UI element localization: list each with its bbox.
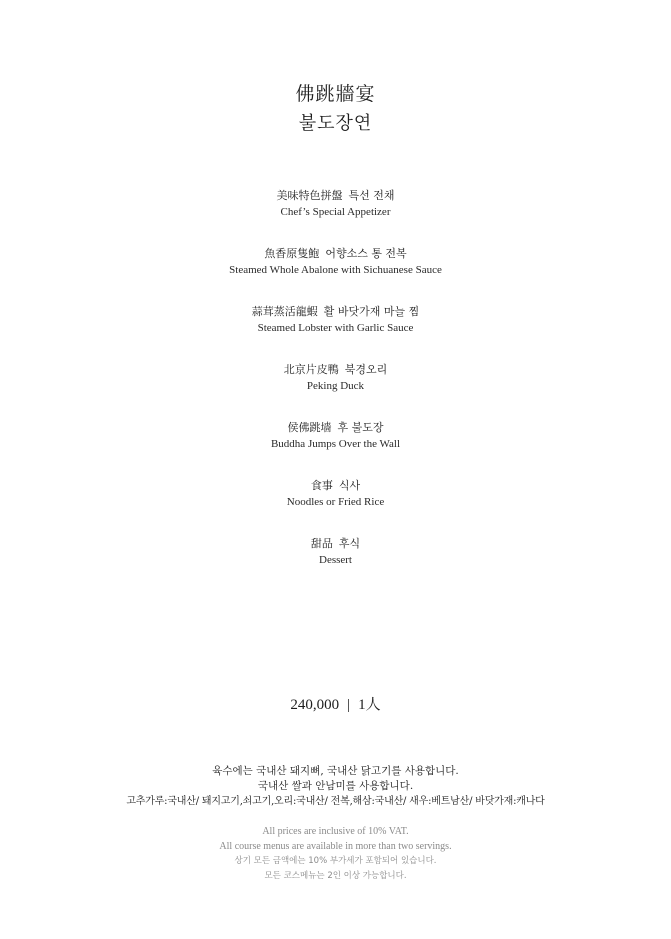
- course-item: [0, 420, 671, 478]
- vat-note-korean: 상기 모든 금액에는 10% 부가세가 포함되어 있습니다.: [234, 856, 437, 866]
- course-name-line: [0, 362, 671, 377]
- course-item: [0, 188, 671, 246]
- price-separator: |: [347, 697, 351, 713]
- course-name-line: [0, 246, 671, 261]
- price-amount: 240,000: [290, 697, 340, 713]
- course-name-korean: 후 불도장: [337, 421, 384, 434]
- course-name-chinese: 蒜茸蒸活龍蝦: [251, 305, 318, 318]
- footnotes: [0, 825, 671, 883]
- course-name-english: Steamed Lobster with Garlic Sauce: [257, 322, 414, 334]
- course-name-korean: 북경오리: [344, 363, 388, 376]
- menu-title-korean: 불도장연: [298, 113, 373, 134]
- menu-title-chinese: 佛跳牆宴: [295, 83, 376, 105]
- menu-title-block: [0, 82, 671, 136]
- course-name-korean: 식사: [338, 479, 361, 492]
- course-item: [0, 536, 671, 594]
- servings-note-korean: 모든 코스메뉴는 2인 이상 가능합니다.: [264, 870, 407, 881]
- servings-note-english: All course menus are available in more than two servings.: [219, 840, 452, 852]
- origin-line-broth: 육수에는 국내산 돼지뼈, 국내산 닭고기를 사용합니다.: [212, 765, 459, 777]
- origin-info: [0, 764, 671, 809]
- price-unit: 1人: [358, 697, 381, 713]
- course-name-english: Steamed Whole Abalone with Sichuanese Sauce: [229, 264, 442, 276]
- course-item: [0, 478, 671, 536]
- course-name-chinese: 魚香原隻鮑: [264, 247, 320, 260]
- course-name-english: Buddha Jumps Over the Wall: [270, 438, 401, 450]
- course-name-korean: 후식: [338, 537, 361, 550]
- course-name-english: Dessert: [319, 554, 352, 566]
- course-item: [0, 304, 671, 362]
- course-list: [0, 188, 671, 594]
- vat-note-english: All prices are inclusive of 10% VAT.: [262, 826, 409, 837]
- course-name-chinese: 食事: [310, 479, 333, 492]
- course-name-chinese: 甜品: [310, 537, 333, 550]
- course-name-chinese: 美味特色拼盤: [276, 189, 343, 202]
- course-name-korean: 어향소스 통 전복: [325, 247, 407, 260]
- course-name-line: [0, 304, 671, 319]
- course-name-english: Noodles or Fried Rice: [286, 496, 385, 508]
- course-name-line: [0, 188, 671, 203]
- course-name-chinese: 北京片皮鴨: [283, 363, 339, 376]
- course-name-line: [0, 536, 671, 551]
- course-name-english: Peking Duck: [306, 380, 365, 392]
- origin-line-ingredients: 고추가루:국내산/ 돼지고기,쇠고기,오리:국내산/ 전복,해삼:국내산/ 새우:베트남산/ 바닷가재:캐나다: [126, 796, 545, 807]
- course-name-english: Chef’s Special Appetizer: [280, 206, 391, 218]
- course-item: [0, 246, 671, 304]
- price-row: [0, 695, 671, 715]
- course-name-line: [0, 420, 671, 435]
- course-name-korean: 특선 전채: [348, 189, 395, 202]
- course-name-chinese: 侯佛跳墙: [287, 421, 332, 434]
- course-name-line: [0, 478, 671, 493]
- origin-line-rice: 국내산 쌀과 안남미를 사용합니다.: [257, 780, 414, 792]
- course-name-korean: 활 바닷가재 마늘 찜: [323, 305, 420, 318]
- course-item: [0, 362, 671, 420]
